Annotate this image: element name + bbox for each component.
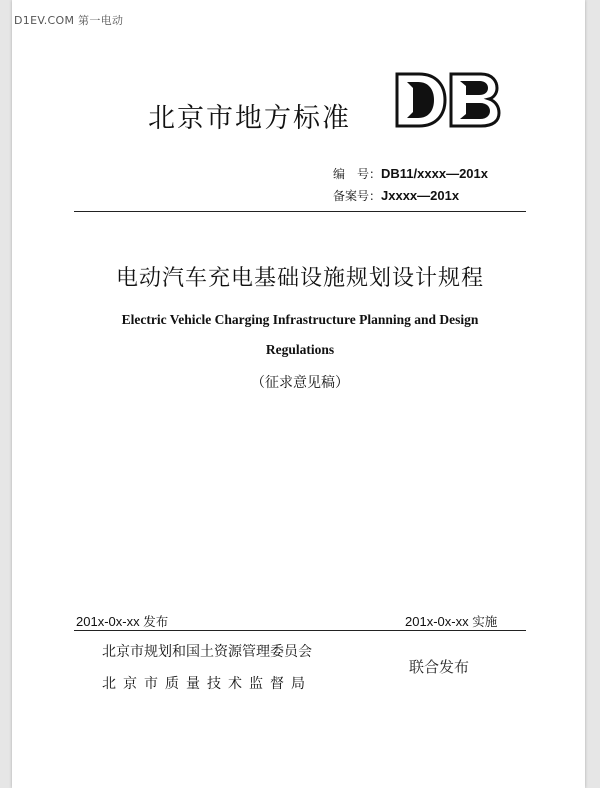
publish-date-value: 201x-0x-xx bbox=[76, 614, 140, 629]
site-watermark: D1EV.COM 第一电动 bbox=[14, 14, 124, 27]
implement-date-label: 实施 bbox=[472, 614, 498, 629]
db-logo bbox=[393, 70, 503, 130]
issuer-quality-bureau: 北京市质量技术监督局 bbox=[102, 676, 312, 692]
standard-number-label: 编 号： bbox=[333, 167, 382, 181]
issuer-planning-commission: 北京市规划和国土资源管理委员会 bbox=[102, 644, 312, 660]
draft-status-label: （征求意见稿） bbox=[251, 375, 349, 391]
joint-publish-label: 联合发布 bbox=[409, 658, 470, 676]
implement-date bbox=[405, 612, 497, 630]
publish-date bbox=[76, 612, 168, 630]
filing-number-label: 备案号： bbox=[333, 189, 382, 203]
document-title-en-line1: Electric Vehicle Charging Infrastructure Planning and Design bbox=[121, 312, 479, 327]
standard-number bbox=[333, 165, 488, 182]
publish-date-label: 发布 bbox=[143, 614, 169, 629]
filing-number-value: Jxxxx—201x bbox=[381, 188, 460, 203]
document-title-cn: 电动汽车充电基础设施规划设计规程 bbox=[115, 266, 484, 291]
implement-date-value: 201x-0x-xx bbox=[405, 614, 469, 629]
header-divider bbox=[74, 211, 526, 212]
standard-number-value: DB11/xxxx—201x bbox=[381, 166, 488, 181]
footer-divider bbox=[74, 630, 526, 631]
filing-number bbox=[333, 187, 459, 204]
document-title-en-line2: Regulations bbox=[265, 342, 335, 357]
standard-type-title: 北京市地方标准 bbox=[148, 103, 351, 134]
